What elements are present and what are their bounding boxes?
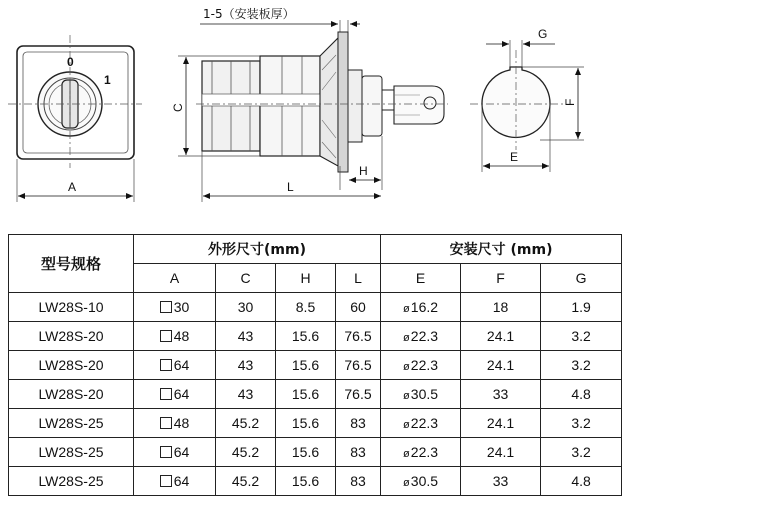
cell-value: 15.6 bbox=[291, 357, 320, 373]
cell-value: 76.5 bbox=[344, 386, 372, 402]
table-row bbox=[9, 438, 622, 467]
square-symbol-icon bbox=[160, 359, 172, 371]
cell-value: 30.5 bbox=[410, 386, 439, 402]
cell-value: 15.6 bbox=[291, 386, 320, 402]
cell-value: 4.8 bbox=[571, 473, 591, 489]
cell-l bbox=[336, 351, 381, 380]
dim-h-label: H bbox=[359, 164, 368, 178]
cell-value: 4.8 bbox=[571, 386, 591, 402]
cutout-view bbox=[470, 27, 584, 172]
cell-e bbox=[381, 322, 461, 351]
dim-l-label: L bbox=[287, 180, 294, 194]
column-header-c: C bbox=[216, 264, 276, 293]
cell-value: LW28S-10 bbox=[38, 299, 104, 315]
cell-value: 24.1 bbox=[486, 328, 515, 344]
cell-value: LW28S-20 bbox=[38, 357, 104, 373]
diameter-symbol: ø bbox=[403, 390, 410, 402]
cell-h bbox=[276, 322, 336, 351]
cell-a bbox=[134, 380, 216, 409]
cell-value: 3.2 bbox=[571, 415, 591, 431]
side-view bbox=[171, 6, 448, 202]
cell-value: LW28S-20 bbox=[38, 386, 104, 402]
mounting-dimensions-header: 安装尺寸 (mm) bbox=[381, 235, 622, 264]
cell-e bbox=[381, 380, 461, 409]
dim-e-label: E bbox=[510, 150, 519, 164]
cell-value: 22.3 bbox=[410, 415, 439, 431]
cell-a bbox=[134, 293, 216, 322]
column-header-e: E bbox=[381, 264, 461, 293]
cell-value: 3.2 bbox=[571, 328, 591, 344]
cell-value: 43 bbox=[237, 386, 254, 402]
cell-g bbox=[541, 409, 622, 438]
cell-value: 33 bbox=[492, 473, 509, 489]
cell-value: 15.6 bbox=[291, 444, 320, 460]
cell-model bbox=[9, 467, 134, 496]
dim-a-label: A bbox=[68, 180, 77, 194]
cell-value: 45.2 bbox=[231, 473, 260, 489]
diameter-symbol: ø bbox=[403, 361, 410, 373]
column-header-f: F bbox=[461, 264, 541, 293]
cell-value: 24.1 bbox=[486, 444, 515, 460]
cell-f bbox=[461, 322, 541, 351]
table-row bbox=[9, 351, 622, 380]
cell-g bbox=[541, 438, 622, 467]
cell-e bbox=[381, 351, 461, 380]
cell-f bbox=[461, 351, 541, 380]
cell-value: 30 bbox=[173, 299, 190, 315]
cell-a bbox=[134, 467, 216, 496]
dim-g-label: G bbox=[538, 27, 548, 41]
cell-value: 22.3 bbox=[410, 357, 439, 373]
cell-value: 64 bbox=[173, 444, 190, 460]
cell-value: 76.5 bbox=[344, 357, 372, 373]
cell-e bbox=[381, 293, 461, 322]
diameter-symbol: ø bbox=[403, 419, 410, 431]
cell-value: 24.1 bbox=[486, 357, 515, 373]
dim-c-label: C bbox=[171, 103, 185, 112]
dim-f-label: F bbox=[563, 98, 577, 106]
cell-value: 43 bbox=[237, 328, 254, 344]
cell-value: 15.6 bbox=[291, 328, 320, 344]
cell-value: 30.5 bbox=[410, 473, 439, 489]
cell-value: 3.2 bbox=[571, 357, 591, 373]
cell-value: 76.5 bbox=[344, 328, 372, 344]
cell-model bbox=[9, 438, 134, 467]
square-symbol-icon bbox=[160, 475, 172, 487]
cell-value: 15.6 bbox=[291, 473, 320, 489]
column-header-a: A bbox=[134, 264, 216, 293]
cell-model bbox=[9, 409, 134, 438]
cell-value: 30 bbox=[237, 299, 254, 315]
cell-value: 18 bbox=[492, 299, 509, 315]
column-header-g: G bbox=[541, 264, 622, 293]
cell-h bbox=[276, 351, 336, 380]
cell-value: 24.1 bbox=[486, 415, 515, 431]
diameter-symbol: ø bbox=[403, 332, 410, 344]
cell-value: 43 bbox=[237, 357, 254, 373]
column-header-l: L bbox=[336, 264, 381, 293]
position-1-label: 1 bbox=[104, 73, 111, 87]
cell-value: 16.2 bbox=[410, 299, 439, 315]
cell-value: 48 bbox=[173, 328, 190, 344]
cell-value: 22.3 bbox=[410, 328, 439, 344]
cell-value: 83 bbox=[350, 473, 366, 489]
cell-value: 64 bbox=[173, 473, 190, 489]
square-symbol-icon bbox=[160, 330, 172, 342]
cell-value: 83 bbox=[350, 415, 366, 431]
square-symbol-icon bbox=[160, 301, 172, 313]
cell-h bbox=[276, 438, 336, 467]
diameter-symbol: ø bbox=[403, 448, 410, 460]
table-row bbox=[9, 409, 622, 438]
cell-l bbox=[336, 380, 381, 409]
table-row bbox=[9, 380, 622, 409]
technical-drawing bbox=[0, 0, 758, 230]
cell-f bbox=[461, 467, 541, 496]
thickness-label: 1-5（安装板厚） bbox=[203, 7, 295, 21]
cell-c bbox=[216, 380, 276, 409]
cell-c bbox=[216, 322, 276, 351]
cell-g bbox=[541, 322, 622, 351]
cell-a bbox=[134, 322, 216, 351]
diameter-symbol: ø bbox=[403, 477, 410, 489]
cell-value: 83 bbox=[350, 444, 366, 460]
outer-dimensions-header: 外形尺寸(mm) bbox=[134, 235, 381, 264]
cell-value: 48 bbox=[173, 415, 190, 431]
table-row bbox=[9, 467, 622, 496]
position-0-label: 0 bbox=[67, 55, 74, 69]
cell-value: 45.2 bbox=[231, 444, 260, 460]
cell-value: 1.9 bbox=[571, 299, 591, 315]
table-row bbox=[9, 293, 622, 322]
cell-g bbox=[541, 380, 622, 409]
column-header-h: H bbox=[276, 264, 336, 293]
cell-a bbox=[134, 351, 216, 380]
cell-value: LW28S-25 bbox=[38, 444, 104, 460]
cell-e bbox=[381, 467, 461, 496]
cell-c bbox=[216, 438, 276, 467]
cell-l bbox=[336, 467, 381, 496]
cell-value: 22.3 bbox=[410, 444, 439, 460]
cell-f bbox=[461, 293, 541, 322]
cell-c bbox=[216, 351, 276, 380]
cell-l bbox=[336, 438, 381, 467]
diameter-symbol: ø bbox=[403, 303, 410, 315]
cell-model bbox=[9, 322, 134, 351]
cell-model bbox=[9, 380, 134, 409]
cell-a bbox=[134, 409, 216, 438]
cell-g bbox=[541, 467, 622, 496]
cell-c bbox=[216, 409, 276, 438]
cell-l bbox=[336, 409, 381, 438]
cell-value: LW28S-25 bbox=[38, 415, 104, 431]
table-row bbox=[9, 322, 622, 351]
cell-value: 45.2 bbox=[231, 415, 260, 431]
cell-value: 33 bbox=[492, 386, 509, 402]
cell-h bbox=[276, 409, 336, 438]
cell-c bbox=[216, 293, 276, 322]
square-symbol-icon bbox=[160, 417, 172, 429]
cell-l bbox=[336, 322, 381, 351]
square-symbol-icon bbox=[160, 446, 172, 458]
cell-e bbox=[381, 409, 461, 438]
cell-h bbox=[276, 380, 336, 409]
cell-value: 60 bbox=[350, 299, 366, 315]
cell-value: LW28S-20 bbox=[38, 328, 104, 344]
cell-g bbox=[541, 351, 622, 380]
cell-value: 3.2 bbox=[571, 444, 591, 460]
cell-g bbox=[541, 293, 622, 322]
cell-h bbox=[276, 467, 336, 496]
cell-value: 64 bbox=[173, 386, 190, 402]
front-view bbox=[8, 35, 142, 202]
cell-h bbox=[276, 293, 336, 322]
cell-value: 64 bbox=[173, 357, 190, 373]
cell-l bbox=[336, 293, 381, 322]
cell-model bbox=[9, 351, 134, 380]
cell-f bbox=[461, 380, 541, 409]
table-header-row bbox=[9, 235, 622, 264]
model-header: 型号规格 bbox=[9, 235, 134, 293]
cell-c bbox=[216, 467, 276, 496]
cell-model bbox=[9, 293, 134, 322]
cell-value: LW28S-25 bbox=[38, 473, 104, 489]
cell-f bbox=[461, 409, 541, 438]
cell-f bbox=[461, 438, 541, 467]
spec-table bbox=[8, 234, 622, 496]
square-symbol-icon bbox=[160, 388, 172, 400]
cell-value: 8.5 bbox=[295, 299, 316, 315]
cell-e bbox=[381, 438, 461, 467]
cell-a bbox=[134, 438, 216, 467]
cell-value: 15.6 bbox=[291, 415, 320, 431]
